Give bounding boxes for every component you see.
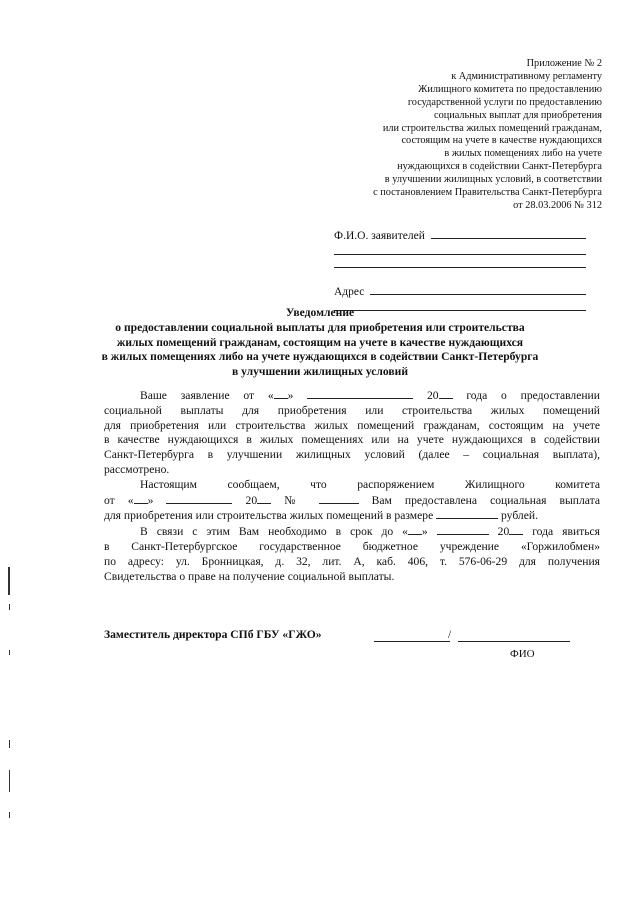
paragraph-line: [104, 508, 600, 524]
month-blank[interactable]: [166, 493, 232, 504]
paragraph-line: для приобретения или строительства жилых помещений гражданам, состоящим на учете: [104, 418, 600, 432]
signatory-name-field[interactable]: [458, 641, 570, 642]
scan-artifact: [8, 567, 10, 595]
applicant-name-label: Ф.И.О. заявителей: [334, 230, 425, 242]
paragraph-line: в качестве нуждающихся в жилых помещениях или на учете нуждающихся в содействии: [104, 433, 600, 447]
paragraph-application: [104, 388, 600, 478]
appendix-line: государственной услуги по предоставлению: [407, 96, 602, 108]
month-blank[interactable]: [437, 524, 489, 535]
address-row: [334, 282, 586, 298]
text: Вам предоставлена социальная выплата: [371, 493, 600, 507]
text: №: [284, 493, 306, 507]
day-blank[interactable]: [274, 388, 288, 399]
signatory-name-caption: ФИО: [510, 648, 535, 660]
address-field[interactable]: [370, 294, 586, 295]
text: от «: [104, 493, 134, 507]
paragraph-line: в Санкт-Петербургское государственное бюджетное учреждение «Горжилобмен»: [104, 539, 600, 553]
year-blank[interactable]: [509, 524, 523, 535]
order-number-blank[interactable]: [319, 493, 359, 504]
scan-artifact: [9, 650, 10, 655]
paragraph-line: социальной выплаты для приобретения или строительства жилых помещений: [104, 403, 600, 417]
signature-separator: /: [448, 628, 452, 641]
appendix-line: Приложение № 2: [526, 58, 602, 69]
title-line: в жилых помещениях либо на учете нуждающихся в содействии Санкт-Петербурга: [101, 350, 539, 364]
text: для приобретения или строительства жилых помещений в размере: [104, 509, 434, 523]
applicant-name-field[interactable]: [431, 238, 586, 239]
address-label: Адрес: [334, 286, 365, 298]
title-line: Уведомление: [285, 306, 355, 319]
applicant-name-field-line-3[interactable]: [334, 267, 586, 268]
notice-body: [104, 388, 600, 584]
text: »: [287, 389, 294, 402]
appendix-line: в улучшении жилищных условий, в соответствии: [384, 174, 602, 186]
text: В связи с этим Вам необходимо в срок до «: [140, 525, 408, 539]
text: 20: [245, 493, 258, 507]
appendix-line: состоящим на учете в качестве нуждающихся: [401, 135, 602, 147]
scan-artifact: [9, 812, 10, 818]
appendix-line: от 28.03.2006 № 312: [513, 199, 602, 211]
applicant-block: [334, 226, 586, 311]
signature-field[interactable]: [374, 641, 450, 642]
paragraph-line: [104, 388, 600, 404]
text: Ваше заявление от «: [140, 389, 274, 402]
year-blank[interactable]: [439, 388, 453, 399]
text: »: [147, 493, 154, 507]
paragraph-line: [104, 493, 600, 509]
day-blank[interactable]: [408, 524, 422, 535]
signatory-title: Заместитель директора СПб ГБУ «ГЖО»: [104, 628, 322, 641]
scan-artifact: [9, 740, 10, 748]
scan-artifact: [9, 770, 10, 792]
appendix-block: [272, 58, 602, 213]
paragraph-line: [104, 524, 600, 540]
text: »: [421, 525, 428, 539]
month-blank[interactable]: [307, 388, 413, 399]
scan-artifact: [9, 604, 10, 610]
appendix-line: или строительства жилых помещений гражданам,: [382, 122, 602, 134]
appendix-line: Жилищного комитета по предоставлению: [418, 83, 602, 95]
title-line: жилых помещений гражданам, состоящим на учете в качестве нуждающихся: [116, 335, 524, 349]
paragraph-line: Свидетельства о праве на получение социальной выплаты.: [104, 569, 395, 583]
text: 20: [426, 389, 439, 402]
paragraph-decision: [104, 478, 600, 524]
paragraph-line: Настоящим сообщаем, что распоряжением Жилищного комитета: [140, 477, 600, 491]
notice-title: [0, 306, 640, 380]
applicant-name-row: [334, 226, 586, 242]
text: года явиться: [532, 525, 600, 539]
applicant-name-field-line-2[interactable]: [334, 254, 586, 255]
title-line: в улучшении жилищных условий: [231, 365, 409, 379]
text: 20: [497, 525, 510, 539]
appendix-line: в жилых помещениях либо на учете: [444, 148, 602, 160]
day-blank[interactable]: [134, 493, 148, 504]
paragraph-instructions: [104, 524, 600, 584]
paragraph-line: по адресу: ул. Бронницкая, д. 32, лит. А, каб. 406, т. 576-06-29 для получения: [104, 554, 600, 568]
paragraph-line: Санкт-Петербурга в улучшении жилищных условий (далее – социальная выплата),: [104, 448, 600, 462]
title-line: о предоставлении социальной выплаты для приобретения или строительства: [115, 320, 525, 334]
signature-block: [104, 628, 604, 668]
appendix-line: нуждающихся в содействии Санкт-Петербурга: [397, 161, 602, 173]
year-blank[interactable]: [257, 493, 271, 504]
appendix-line: социальных выплат для приобретения: [434, 109, 602, 121]
amount-blank[interactable]: [436, 508, 498, 519]
paragraph-line: рассмотрено.: [104, 462, 170, 476]
text: рублей.: [501, 509, 538, 523]
text: года о предоставлении: [466, 389, 600, 402]
appendix-line: с постановлением Правительства Санкт-Петербурга: [373, 187, 602, 199]
appendix-line: к Административному регламенту: [451, 70, 602, 82]
